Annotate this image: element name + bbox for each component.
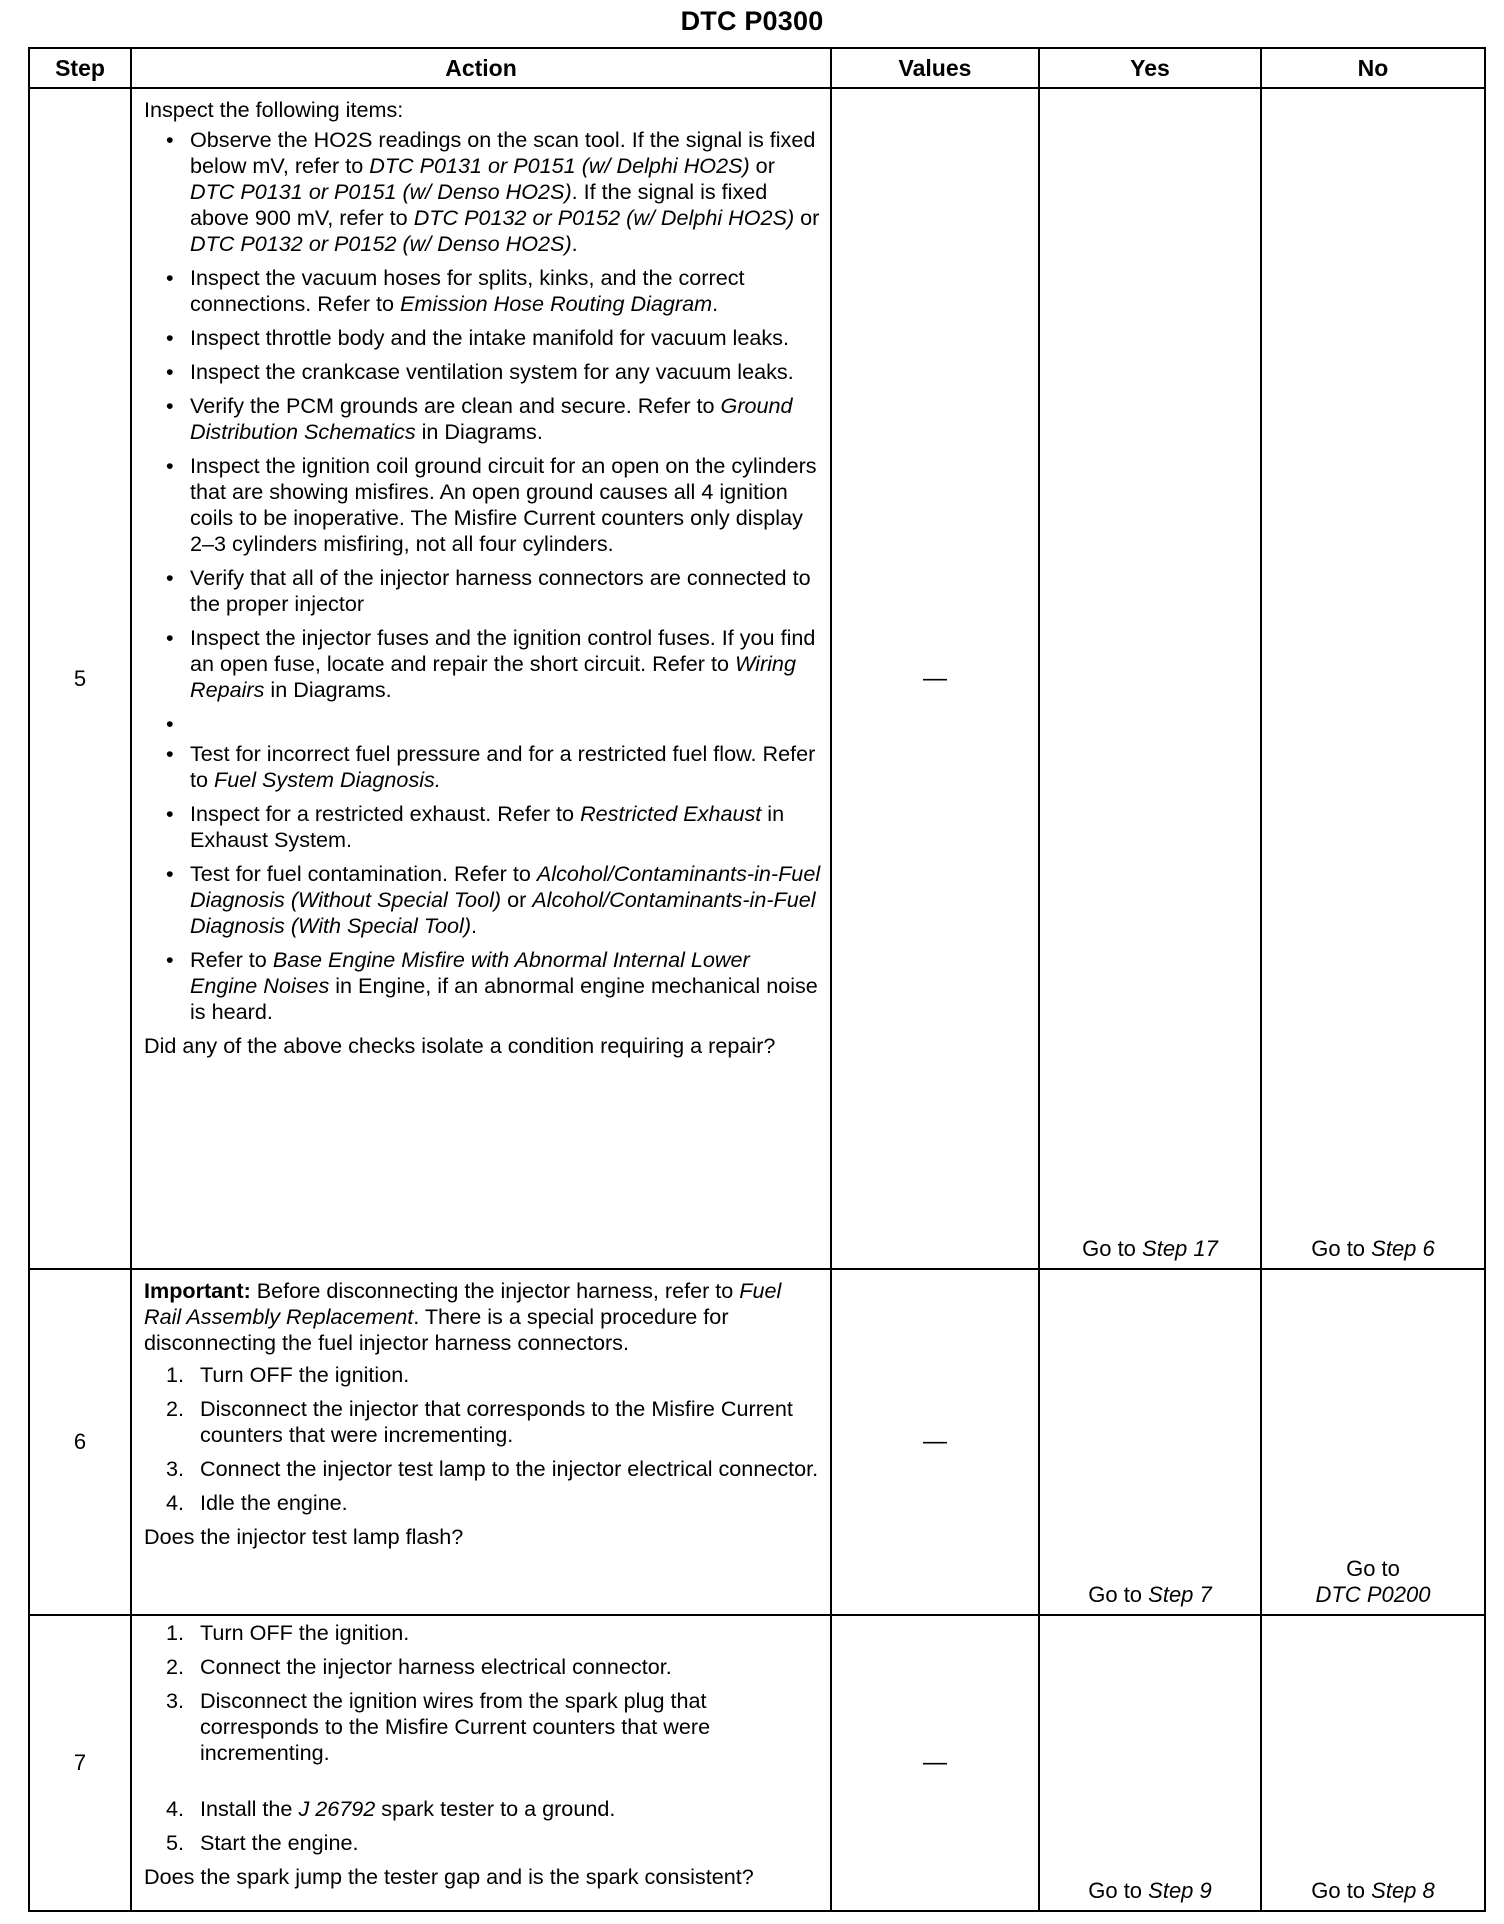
reference-text[interactable]: DTC P0131 or P0151 (w/ Delphi HO2S) bbox=[369, 153, 750, 178]
reference-text[interactable]: J 26792 bbox=[298, 1796, 376, 1821]
numbered-item bbox=[144, 1796, 822, 1822]
item-text bbox=[200, 1620, 409, 1645]
values-cell: — bbox=[831, 1269, 1039, 1615]
values-cell: — bbox=[831, 88, 1039, 1269]
reference-text[interactable]: Ground Distribution Schematics bbox=[190, 393, 793, 444]
text-run: Turn OFF the ignition. bbox=[200, 1362, 410, 1387]
reference-text[interactable]: DTC P0132 or P0152 (w/ Delphi HO2S) bbox=[413, 205, 795, 230]
bullet-item bbox=[144, 801, 822, 853]
reference-text[interactable]: DTC P0131 or P0151 (w/ Denso HO2S) bbox=[190, 179, 572, 204]
reference-text[interactable]: Alcohol/Contaminants-in-Fuel Diagnosis (With Special Tool) bbox=[190, 887, 816, 938]
yes-cell[interactable] bbox=[1039, 1615, 1261, 1911]
reference-text[interactable]: Wiring Repairs bbox=[190, 651, 796, 702]
text-run: in Diagrams. bbox=[264, 677, 392, 702]
bullet-item bbox=[144, 947, 822, 1025]
bullet-item bbox=[144, 265, 822, 317]
text-run: Refer to bbox=[190, 947, 273, 972]
text-run: Connect the injector harness electrical connector. bbox=[200, 1654, 672, 1679]
no-link[interactable]: DTC P0200 bbox=[1315, 1582, 1431, 1607]
bullet-list bbox=[144, 127, 822, 1025]
text-run: . There is a special procedure for disconnecting the fuel injector harness connectors. bbox=[144, 1304, 729, 1355]
bullet-item bbox=[144, 359, 822, 385]
text-run: Start the engine. bbox=[200, 1830, 359, 1855]
text-run: in Diagrams. bbox=[415, 419, 543, 444]
text-run: Test for incorrect fuel pressure and for a restricted fuel flow. Refer to bbox=[190, 741, 816, 792]
header-values: Values bbox=[831, 48, 1039, 88]
header-no: No bbox=[1261, 48, 1485, 88]
item-number: 3. bbox=[166, 1688, 185, 1713]
header-row bbox=[29, 48, 1485, 88]
bullet-item bbox=[144, 453, 822, 557]
bullet-item bbox=[144, 565, 822, 617]
table-row-step-7 bbox=[29, 1615, 1485, 1911]
text-run: Connect the injector test lamp to the injector electrical connector. bbox=[200, 1456, 819, 1481]
text-run: or bbox=[794, 205, 820, 230]
text-run: . bbox=[471, 913, 478, 938]
reference-text[interactable]: Restricted Exhaust bbox=[580, 801, 762, 826]
header-step: Step bbox=[29, 48, 131, 88]
action-cell bbox=[131, 1269, 831, 1615]
text-run: Inspect for a restricted exhaust. Refer to bbox=[190, 801, 581, 826]
no-prefix: Go to bbox=[1311, 1878, 1372, 1903]
header-action: Action bbox=[131, 48, 831, 88]
yes-prefix: Go to bbox=[1082, 1236, 1143, 1261]
action-intro: Inspect the following items: bbox=[144, 97, 404, 122]
yes-link[interactable]: Step 7 bbox=[1148, 1582, 1212, 1607]
step-number: 6 bbox=[29, 1269, 131, 1615]
text-run: Verify that all of the injector harness connectors are connected to the proper injector bbox=[190, 565, 811, 616]
yes-cell[interactable] bbox=[1039, 1269, 1261, 1615]
text-run: Test for fuel contamination. Refer to bbox=[190, 861, 537, 886]
important-note bbox=[144, 1278, 822, 1356]
header-yes: Yes bbox=[1039, 48, 1261, 88]
item-text bbox=[200, 1362, 409, 1387]
numbered-item bbox=[144, 1654, 822, 1680]
item-number: 3. bbox=[166, 1456, 185, 1481]
table-row-step-6 bbox=[29, 1269, 1485, 1615]
numbered-item bbox=[144, 1620, 822, 1646]
text-run: in Exhaust System. bbox=[190, 801, 785, 852]
bullet-item bbox=[144, 325, 822, 351]
text-run: Before disconnecting the injector harness, refer to bbox=[250, 1278, 740, 1303]
spacer bbox=[144, 711, 822, 733]
action-question: Does the spark jump the tester gap and is the spark consistent? bbox=[144, 1864, 754, 1889]
text-run: Inspect throttle body and the intake manifold for vacuum leaks. bbox=[190, 325, 789, 350]
item-number: 5. bbox=[166, 1830, 185, 1855]
text-run: Inspect the injector fuses and the ignition control fuses. If you find an open fuse, locate and repair the short circuit. Refer to bbox=[190, 625, 816, 676]
text-run: Observe the HO2S readings on the scan tool. If the signal is fixed below mV, refer to bbox=[190, 127, 816, 178]
text-run: Turn OFF the ignition. bbox=[200, 1620, 410, 1645]
bullet-item bbox=[144, 625, 822, 703]
numbered-item bbox=[144, 1456, 822, 1482]
reference-text[interactable]: Fuel System Diagnosis. bbox=[214, 767, 441, 792]
item-text bbox=[200, 1490, 348, 1515]
yes-prefix: Go to bbox=[1088, 1878, 1149, 1903]
item-number: 4. bbox=[166, 1490, 185, 1515]
page-title: DTC P0300 bbox=[680, 6, 824, 36]
values-cell: — bbox=[831, 1615, 1039, 1911]
important-label: Important: bbox=[144, 1278, 251, 1303]
text-run: Inspect the vacuum hoses for splits, kinks, and the correct connections. Refer to bbox=[190, 265, 745, 316]
reference-text[interactable]: Alcohol/Contaminants-in-Fuel Diagnosis (Without Special Tool) bbox=[190, 861, 821, 912]
text-run: Inspect the ignition coil ground circuit for an open on the cylinders that are showing misfires. An open ground causes all 4 ignition coils to be inoperative. The Misfire Current counters only display 2–3 cylinders misfiring, not all four cylinders. bbox=[190, 453, 817, 556]
text-run: . bbox=[712, 291, 719, 316]
yes-link[interactable]: Step 17 bbox=[1142, 1236, 1218, 1261]
no-link[interactable]: Step 8 bbox=[1371, 1878, 1435, 1903]
item-number: 2. bbox=[166, 1654, 185, 1679]
action-cell bbox=[131, 1615, 831, 1911]
numbered-item bbox=[144, 1830, 822, 1856]
text-run: Disconnect the injector that corresponds to the Misfire Current counters that were incrementing. bbox=[200, 1396, 793, 1447]
table-row-step-5 bbox=[29, 88, 1485, 1269]
text-run: or bbox=[749, 153, 775, 178]
step-number: 5 bbox=[29, 88, 131, 1269]
item-number: 4. bbox=[166, 1796, 185, 1821]
text-run: spark tester to a ground. bbox=[375, 1796, 616, 1821]
item-text bbox=[200, 1830, 358, 1855]
action-question: Did any of the above checks isolate a condition requiring a repair? bbox=[144, 1033, 776, 1058]
item-text bbox=[200, 1688, 710, 1765]
text-run: Install the bbox=[200, 1796, 299, 1821]
item-text bbox=[200, 1796, 615, 1821]
yes-link[interactable]: Step 9 bbox=[1148, 1878, 1212, 1903]
text-run: Inspect the crankcase ventilation system for any vacuum leaks. bbox=[190, 359, 794, 384]
yes-cell[interactable] bbox=[1039, 88, 1261, 1269]
text-run: or bbox=[501, 887, 533, 912]
item-text bbox=[200, 1654, 672, 1679]
yes-prefix: Go to bbox=[1088, 1582, 1149, 1607]
numbered-item bbox=[144, 1688, 822, 1766]
bullet-item bbox=[144, 393, 822, 445]
action-cell bbox=[131, 88, 831, 1269]
no-cell[interactable] bbox=[1261, 1615, 1485, 1911]
text-run: Verify the PCM grounds are clean and secure. Refer to bbox=[190, 393, 721, 418]
text-run: . If the signal is fixed above 900 mV, refer to bbox=[190, 179, 768, 230]
no-cell[interactable] bbox=[1261, 88, 1485, 1269]
reference-text[interactable]: Emission Hose Routing Diagram bbox=[400, 291, 713, 316]
reference-text[interactable]: Fuel Rail Assembly Replacement bbox=[144, 1278, 782, 1329]
action-question: Does the injector test lamp flash? bbox=[144, 1524, 464, 1549]
bullet-item bbox=[144, 861, 822, 939]
no-cell[interactable] bbox=[1261, 1269, 1485, 1615]
numbered-list bbox=[144, 1620, 822, 1856]
reference-text[interactable]: Base Engine Misfire with Abnormal Internal Lower Engine Noises bbox=[190, 947, 750, 998]
reference-text[interactable]: DTC P0132 or P0152 (w/ Denso HO2S) bbox=[190, 231, 572, 256]
no-prefix: Go to bbox=[1311, 1236, 1372, 1261]
item-text bbox=[200, 1396, 793, 1447]
item-number: 2. bbox=[166, 1396, 185, 1421]
numbered-item bbox=[144, 1490, 822, 1516]
text-run: in Engine, if an abnormal engine mechanical noise is heard. bbox=[190, 973, 818, 1024]
step-number: 7 bbox=[29, 1615, 131, 1911]
bullet-item bbox=[144, 741, 822, 793]
bullet-item bbox=[144, 127, 822, 257]
text-run: Idle the engine. bbox=[200, 1490, 348, 1515]
numbered-item bbox=[144, 1362, 822, 1388]
text-run: Disconnect the ignition wires from the spark plug that corresponds to the Misfire Current counters that were incrementing. bbox=[200, 1688, 711, 1765]
item-text bbox=[200, 1456, 818, 1481]
item-number: 1. bbox=[166, 1362, 185, 1387]
numbered-item bbox=[144, 1396, 822, 1448]
diagnostic-table bbox=[28, 47, 1486, 1912]
item-number: 1. bbox=[166, 1620, 185, 1645]
text-run: . bbox=[571, 231, 578, 256]
no-link[interactable]: Step 6 bbox=[1371, 1236, 1435, 1261]
no-prefix: Go to bbox=[1346, 1556, 1400, 1581]
numbered-list bbox=[144, 1362, 822, 1516]
